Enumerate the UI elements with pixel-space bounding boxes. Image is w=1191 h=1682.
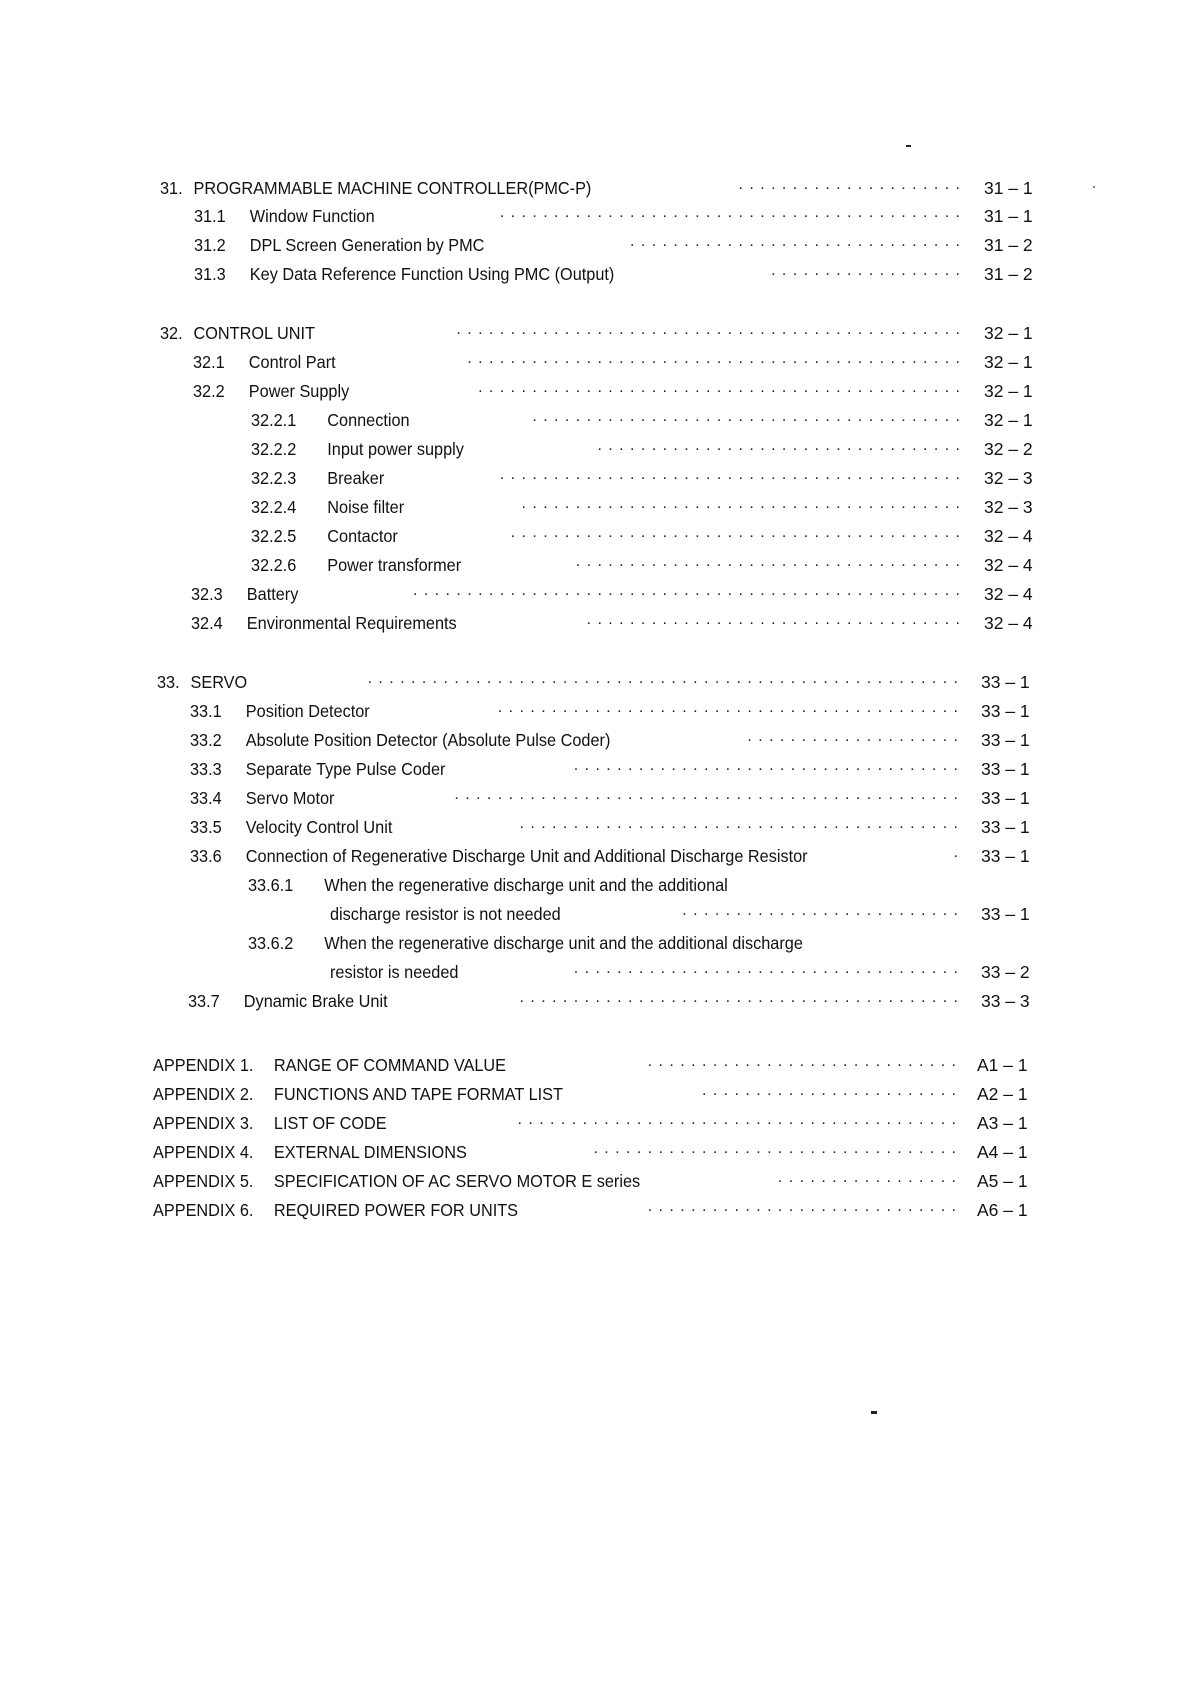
dot-leader: . . . . . . . . . . . . . . . . . . xyxy=(771,262,960,279)
dot-leader: . . . . . . . . . . . . . . . . . . . . . . . . . . . . . . . . . . . . . . . . . . . xyxy=(499,466,960,483)
dot-leader: . . . . . . . . . . . . . . . . . . . . . . . . . . . . . . . . . . . . . . . . . . . xyxy=(499,204,960,221)
toc-number: 33.3 xyxy=(190,759,222,779)
toc-title: EXTERNAL DIMENSIONS xyxy=(273,1142,467,1162)
dot-leader: . . . . . . . . . . . . . . . . . . . . . xyxy=(738,176,960,193)
dot-leader: . . . . . . . . . . . . . . . . . . . . . . . . . . . . . . . . . . . . . . . . . . . . . . . . . . . xyxy=(412,582,960,599)
toc-number: 32.2.1 xyxy=(251,410,297,430)
scan-speck xyxy=(871,1411,877,1414)
dot-leader: . . . . . . . . . . . . . . . . . . . . . . . . . . . . . xyxy=(647,1053,956,1070)
dot-leader: . . . . . . . . . . . . . . . . . . . . . . . . . . . . . . . . . . . . . . . . . . . . . xyxy=(478,379,960,396)
toc-number: 33.5 xyxy=(190,817,222,837)
toc-title: Power transformer xyxy=(327,555,462,575)
toc-page-number: 32 – 4 xyxy=(984,555,1033,575)
toc-title: CONTROL UNIT xyxy=(193,323,315,343)
toc-title: Velocity Control Unit xyxy=(245,817,393,837)
toc-page-number: 32 – 4 xyxy=(984,526,1033,546)
toc-number: 32.4 xyxy=(191,613,223,633)
toc-number: 32.3 xyxy=(191,584,223,604)
toc-page-number: 33 – 1 xyxy=(981,701,1030,721)
toc-title: DPL Screen Generation by PMC xyxy=(249,235,485,255)
dot-leader: . . . . . . . . . . . . . . . . . . . . . . . . . . . . . . . . . . . . . . . . . xyxy=(517,1111,956,1128)
toc-title: LIST OF CODE xyxy=(273,1113,387,1133)
toc-number: 33.6.1 xyxy=(248,875,294,895)
toc-number: 33.1 xyxy=(190,701,222,721)
toc-page-number: 33 – 1 xyxy=(981,759,1030,779)
toc-number: 32.2.2 xyxy=(251,439,297,459)
toc-title: Absolute Position Detector (Absolute Pulse Coder) xyxy=(245,730,611,750)
toc-page-number: A6 – 1 xyxy=(977,1200,1028,1220)
toc-title: Dynamic Brake Unit xyxy=(243,991,388,1011)
toc-page-number: 31 – 1 xyxy=(984,206,1033,226)
toc-page-number: A3 – 1 xyxy=(977,1113,1028,1133)
toc-title: RANGE OF COMMAND VALUE xyxy=(273,1055,507,1075)
toc-number: 33.6.2 xyxy=(248,933,294,953)
toc-page-number: 33 – 1 xyxy=(981,730,1030,750)
toc-page-number: 33 – 2 xyxy=(981,962,1030,982)
toc-title: PROGRAMMABLE MACHINE CONTROLLER(PMC-P) xyxy=(193,178,592,198)
toc-title: Contactor xyxy=(327,526,398,546)
dot-leader: . . . . . . . . . . . . . . . . . . . . . . . . . . . . . . . . . . . . . . . . . . . xyxy=(497,699,958,716)
toc-number: APPENDIX 5. xyxy=(153,1171,254,1191)
toc-number: APPENDIX 2. xyxy=(153,1084,254,1104)
toc-page-number: 32 – 3 xyxy=(984,497,1033,517)
dot-leader: . . . . . . . . . . . . . . . . . . . . . . . . . . . . . . . . . . . . . . . . . . xyxy=(510,524,960,541)
toc-title: Environmental Requirements xyxy=(246,613,457,633)
dot-leader: . . . . . . . . . . . . . . . . . . . . . . . . . . . . . . . . . . . . xyxy=(573,757,958,774)
toc-title: resistor is needed xyxy=(330,962,459,982)
dot-leader: . . . . . . . . . . . . . . . . . . . . . . . . . . . . . . . . . . xyxy=(593,1140,956,1157)
toc-title: Window Function xyxy=(249,206,375,226)
toc-number: 32.2 xyxy=(193,381,225,401)
toc-page-number: 32 – 1 xyxy=(984,352,1033,372)
toc-title: Servo Motor xyxy=(245,788,335,808)
toc-page-number: 32 – 4 xyxy=(984,613,1033,633)
toc-number: 31.3 xyxy=(194,264,226,284)
toc-number: APPENDIX 3. xyxy=(153,1113,254,1133)
toc-title: SERVO xyxy=(190,672,248,692)
toc-title: SPECIFICATION OF AC SERVO MOTOR E series xyxy=(273,1171,641,1191)
toc-page-number: 33 – 1 xyxy=(981,817,1030,837)
toc-number: 31. xyxy=(160,178,183,198)
dot-leader: . . . . . . . . . . . . . . . . . . . . . . . . xyxy=(701,1082,956,1099)
dot-leader: . . . . . . . . . . . . . . . . . . . . . . . . . . . . . . . . . . . . xyxy=(575,553,960,570)
toc-title: REQUIRED POWER FOR UNITS xyxy=(273,1200,519,1220)
toc-title: Separate Type Pulse Coder xyxy=(245,759,446,779)
toc-title: discharge resistor is not needed xyxy=(330,904,561,924)
toc-page-number: 32 – 1 xyxy=(984,381,1033,401)
toc-number: 33. xyxy=(157,672,180,692)
toc-number: 32.2.5 xyxy=(251,526,297,546)
toc-page-number: 33 – 3 xyxy=(981,991,1030,1011)
toc-number: 32.1 xyxy=(193,352,225,372)
toc-page-number: 32 – 2 xyxy=(984,439,1033,459)
toc-title: Position Detector xyxy=(245,701,370,721)
toc-title: Battery xyxy=(246,584,299,604)
toc-title: Noise filter xyxy=(327,497,405,517)
scan-speck xyxy=(1093,186,1095,188)
dot-leader: . . . . . . . . . . . . . . . . . . . . . . . . . . . . . . . . . . . xyxy=(586,611,960,628)
toc-number: 31.1 xyxy=(194,206,226,226)
toc-title: Key Data Reference Function Using PMC (Output) xyxy=(249,264,615,284)
dot-leader: . xyxy=(953,844,958,861)
scan-speck xyxy=(906,145,911,147)
dot-leader: . . . . . . . . . . . . . . . . . . . . . . . . . . . . . . . . . . . . . . . . . . . . . . xyxy=(467,350,960,367)
toc-number: 32.2.6 xyxy=(251,555,297,575)
toc-title: Power Supply xyxy=(248,381,350,401)
dot-leader: . . . . . . . . . . . . . . . . . . . . . . . . . . . . . . . . . . . . . . . . . . . . . . . xyxy=(454,786,958,803)
toc-title: Breaker xyxy=(327,468,385,488)
dot-leader: . . . . . . . . . . . . . . . . . . . . . . . . . . xyxy=(682,902,958,919)
toc-number: 33.4 xyxy=(190,788,222,808)
dot-leader: . . . . . . . . . . . . . . . . . . . . . . . . . . . . . . . . . . . . . . . . . . . . . . . . . . . . . . . xyxy=(367,670,958,687)
toc-number: APPENDIX 4. xyxy=(153,1142,254,1162)
toc-title: Connection xyxy=(327,410,410,430)
dot-leader: . . . . . . . . . . . . . . . . . . . . . . . . . . . . . xyxy=(647,1198,956,1215)
toc-number: 31.2 xyxy=(194,235,226,255)
dot-leader: . . . . . . . . . . . . . . . . . . . . . . . . . . . . . . . . . . . . . . . . . xyxy=(519,989,958,1006)
toc-number: 33.7 xyxy=(188,991,220,1011)
dot-leader: . . . . . . . . . . . . . . . . . xyxy=(777,1169,956,1186)
toc-page-number: A5 – 1 xyxy=(977,1171,1028,1191)
toc-page-number: 31 – 2 xyxy=(984,235,1033,255)
toc-page-number: 32 – 3 xyxy=(984,468,1033,488)
toc-page-number: A1 – 1 xyxy=(977,1055,1028,1075)
dot-leader: . . . . . . . . . . . . . . . . . . . . . . . . . . . . . . . xyxy=(630,233,960,250)
toc-page-number: A2 – 1 xyxy=(977,1084,1028,1104)
toc-number: APPENDIX 1. xyxy=(153,1055,254,1075)
toc-number: 32.2.3 xyxy=(251,468,297,488)
toc-number: APPENDIX 6. xyxy=(153,1200,254,1220)
dot-leader: . . . . . . . . . . . . . . . . . . . . . . . . . . . . . . . . . . xyxy=(597,437,960,454)
toc-number: 33.6 xyxy=(190,846,222,866)
toc-page-number: 33 – 1 xyxy=(981,846,1030,866)
toc-title: Connection of Regenerative Discharge Unit and Additional Discharge Resistor xyxy=(245,846,808,866)
dot-leader: . . . . . . . . . . . . . . . . . . . . . . . . . . . . . . . . . . . . . . . . xyxy=(532,408,960,425)
toc-page-number: A4 – 1 xyxy=(977,1142,1028,1162)
toc-title: When the regenerative discharge unit and the additional xyxy=(324,875,728,895)
toc-title: Control Part xyxy=(248,352,336,372)
toc-number: 32.2.4 xyxy=(251,497,297,517)
toc-title: FUNCTIONS AND TAPE FORMAT LIST xyxy=(273,1084,563,1104)
toc-page-number: 32 – 1 xyxy=(984,323,1033,343)
toc-title: When the regenerative discharge unit and the additional discharge xyxy=(324,933,803,953)
dot-leader: . . . . . . . . . . . . . . . . . . . . . . . . . . . . . . . . . . . . . . . . . . . . . . . xyxy=(456,321,960,338)
toc-number: 32. xyxy=(160,323,183,343)
dot-leader: . . . . . . . . . . . . . . . . . . . . . . . . . . . . . . . . . . . . xyxy=(573,960,958,977)
toc-page-number: 33 – 1 xyxy=(981,904,1030,924)
toc-page-number: 31 – 2 xyxy=(984,264,1033,284)
toc-title: Input power supply xyxy=(327,439,464,459)
dot-leader: . . . . . . . . . . . . . . . . . . . . . . . . . . . . . . . . . . . . . . . . . xyxy=(521,495,960,512)
toc-page-number: 33 – 1 xyxy=(981,672,1030,692)
toc-number: 33.2 xyxy=(190,730,222,750)
toc-page-number: 32 – 4 xyxy=(984,584,1033,604)
dot-leader: . . . . . . . . . . . . . . . . . . . . . . . . . . . . . . . . . . . . . . . . . xyxy=(519,815,958,832)
dot-leader: . . . . . . . . . . . . . . . . . . . . xyxy=(747,728,958,745)
toc-page-number: 32 – 1 xyxy=(984,410,1033,430)
toc-page-number: 33 – 1 xyxy=(981,788,1030,808)
toc-page-number: 31 – 1 xyxy=(984,178,1033,198)
